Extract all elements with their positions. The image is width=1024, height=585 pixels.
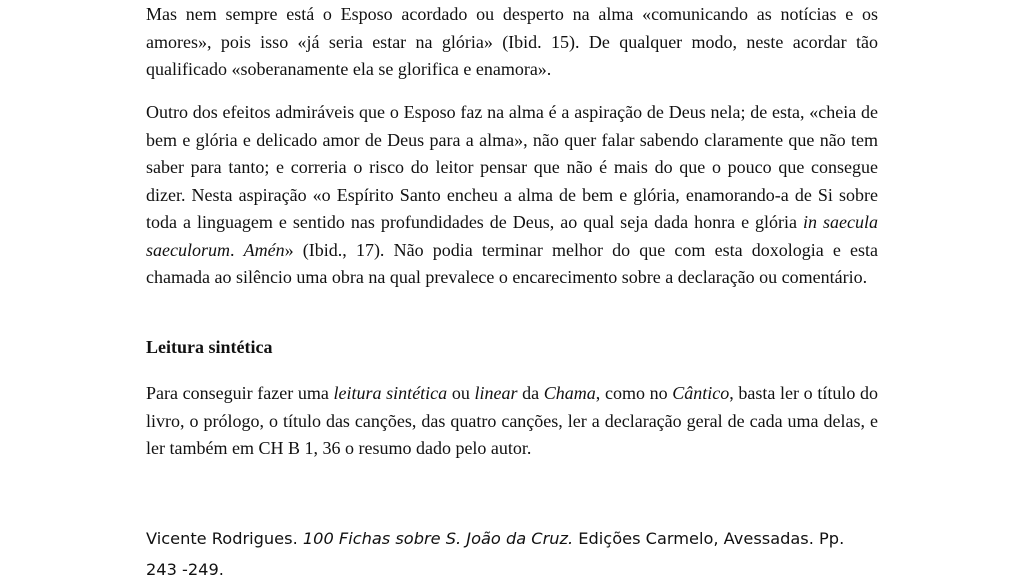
work-title: Chama <box>543 383 596 403</box>
paragraph-text: ou <box>447 383 475 403</box>
source-citation <box>146 523 878 585</box>
paragraph-text: Para conseguir fazer uma <box>146 383 334 403</box>
body-paragraph-3 <box>146 380 878 463</box>
emphasis-text: leitura sintética <box>333 383 448 403</box>
paragraph-text: Outro dos efeitos admiráveis que o Esposo faz na alma é a aspiração de Deus nela; de esta, «cheia de bem e glória e delicado amor de Deus para a alma», não quer falar sabendo claramente que não tem saber para tanto; e correria o risco do leitor pensar que não é mais do que o pouco que consegue dizer. Nesta aspiração «o Espírito Santo encheu a alma de bem e glória, enamorando-a de Si sobre toda a linguagem e sentido nas profundidades de Deus, ao qual seja dada honra e glória <box>146 102 878 232</box>
paragraph-text: » (Ibid., 17). Não podia terminar melhor do que com esta doxologia e esta chamada ao silêncio uma obra na qual prevalece o encarecimento sobre a declaração ou comentário. <box>146 239 878 287</box>
section-heading: Leitura sintética <box>146 337 273 357</box>
paragraph-text: da <box>517 383 544 403</box>
paragraph-text: Mas nem sempre está o Esposo acordado ou desperto na alma «comunicando as notícias e os amores», pois isso «já seria estar na glória» (Ibid. 15). De qualquer modo, neste acordar tão qualificado «soberanamente ela se glorifica e enamora». <box>146 4 878 79</box>
paragraph-text: , basta ler o título do livro, o prólogo, o título das canções, das quatro canções, ler a declaração geral de cada uma delas, e ler também em CH B 1, 36 o resumo dado pelo autor. <box>146 383 878 458</box>
emphasis-text: linear <box>474 383 518 403</box>
latin-phrase: in saecula saeculorum <box>146 212 878 260</box>
citation-author: Vicente Rodrigues. <box>146 529 303 548</box>
citation-title: 100 Fichas sobre S. João da Cruz. <box>302 529 574 548</box>
paragraph-text: . <box>230 239 244 260</box>
latin-phrase: Amén <box>243 239 285 260</box>
body-paragraph-1 <box>146 1 878 84</box>
citation-publisher: Edições Carmelo, Avessadas. Pp. 243 -249. <box>146 529 845 579</box>
paragraph-text: , como no <box>595 383 673 403</box>
body-paragraph-2 <box>146 99 878 292</box>
work-title: Cântico <box>672 383 730 403</box>
